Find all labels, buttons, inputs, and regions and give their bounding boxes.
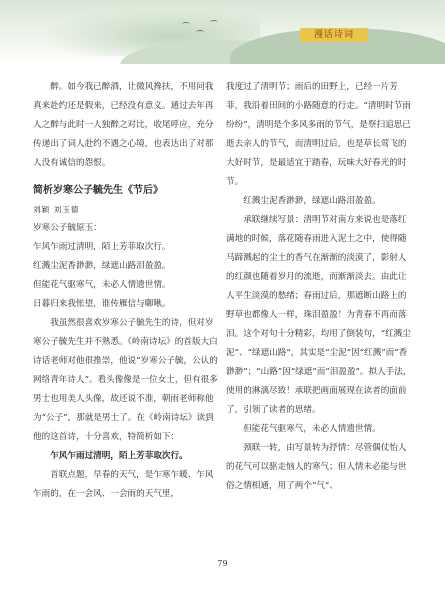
poem-line: 红溅尘泥香渺渺，绿遮山路泪盈盈。 xyxy=(33,261,171,271)
paragraph: 颈联一转，由写景转为抒情：尽管偶仗怡人的花气可以驱走恼人的寒气；但人情未必能与世俗之情相通，用了两个“气”、 xyxy=(226,443,407,491)
article-author: 刘颖 刘玉德 xyxy=(33,205,80,214)
header-banner xyxy=(0,0,445,64)
poem-line: 乍风乍雨过清明，陌上芳菲取次行。 xyxy=(33,242,171,252)
poem-line: 日暮归来我怅望，谁传雁信与啣啾。 xyxy=(33,299,171,309)
page-number: 79 xyxy=(217,559,228,568)
paragraph: 我度过了清明节；雨后的田野上，已经一片芳菲，我沿着田间的小路随意的行走。“清明时节雨纷纷”，清明是个多风多雨的节气，是祭扫追思已逝去亲人的节气，而清明过后，也是草长莺飞的大好时节，是最适宜于踏春，玩味大好春光的时节。 xyxy=(226,82,411,187)
left-column xyxy=(33,78,221,504)
poem-line: 但能花气驱寒气，未必人情遗世情。 xyxy=(33,280,171,290)
paragraph: 醉。如今我已醉酒，让微风搀扶，不用问我真来赴约还是假来，已经没有意义。通过去年再人之醉与此时一人独醉之对比，收尾呼应，充分传递出了词人赴约不遇之心境，也表达出了对那人没有诚信的怨恨。 xyxy=(33,82,214,168)
bird-icon xyxy=(210,20,218,24)
paragraph: 我虽然很喜欢岁寒公子毓先生的诗，但对岁寒公子毓先生并不熟悉。《岭南诗坛》的首版大白诗话老师对他很推崇，他说“岁寒公子毓，公认的网络青年诗人”。看头像像是一位女士，但有很多男士也用美人头像，故还说不准，朝雨老师称他为“公子”，那就是男士了。在《岭南诗坛》读到他的这首诗，十分喜欢，特简析如下： xyxy=(33,318,218,442)
quoted-line: 乍风乍雨过清明，陌上芳菲取次行。 xyxy=(50,451,188,461)
article-title: 简析岁寒公子毓先生《节后》 xyxy=(33,185,163,196)
quoted-line: 红溅尘泥香渺渺，绿遮山路泪盈盈。 xyxy=(243,196,381,206)
right-column xyxy=(226,78,414,496)
paragraph: 承联继续写景：清明节对南方来说也是落红满地的时候，落花随春雨进入泥土之中，使得随马蹄溅起的尘土的香气在渐渐的淡漠了，影射人的红颜也随着岁月的流逝，而渐渐淡去。由此让人平生淡漠的愁绪；春雨过后，那遮断山路上的野草也都像人一样，珠泪盈盈！为青春不再而落泪。这个对句十分精彩，均用了倒装句，“红溅尘泥”、“绿遮山路”，其实是“尘泥”因“红溅”而“香渺渺”；“山路”因“绿遮”而“泪盈盈”。拟人手法，使用的淋漓尽致！承联把画面展现在读者的面前了，引领了读者的思绪。 xyxy=(226,215,412,415)
section-tag: 漫话诗词 xyxy=(300,28,368,42)
poem-intro: 岁寒公子毓原玉： xyxy=(33,223,102,233)
bird-icon xyxy=(196,30,204,34)
quoted-line: 但能花气驱寒气，未必人情遗世情。 xyxy=(243,424,381,434)
bird-icon xyxy=(182,22,190,26)
paragraph: 首联点题，早春的天气，是乍寒乍暖、乍风乍雨的，在一会风、一会雨的天气里， xyxy=(33,470,214,499)
